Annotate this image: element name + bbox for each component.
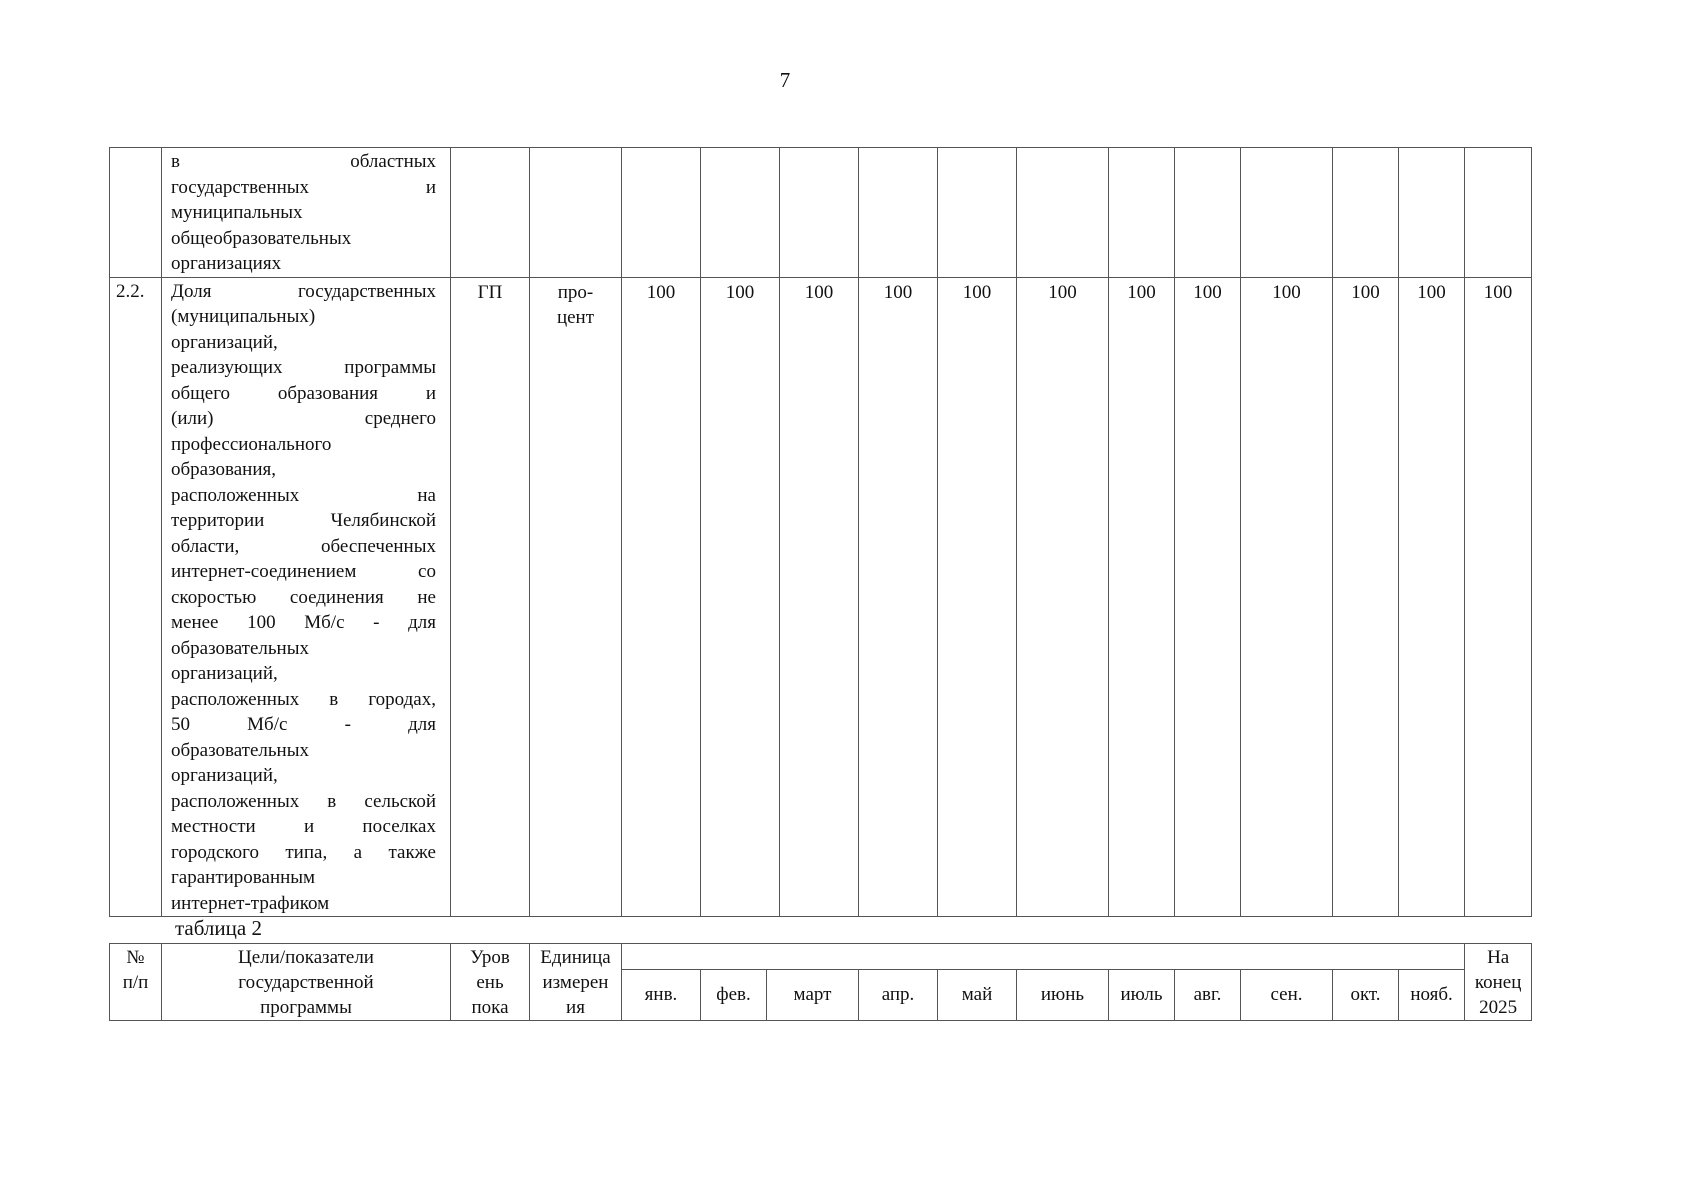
value-cell-feb: 100 [701, 277, 780, 917]
empty-cell [780, 148, 859, 278]
text-line: расположенных в сельской [171, 790, 436, 812]
header-line: пока [471, 997, 509, 1018]
value-cell-mar: 100 [780, 277, 859, 917]
header-line: конец [1474, 972, 1522, 993]
text-line: образования, [171, 459, 276, 480]
text-line: муниципальных [171, 202, 303, 223]
empty-cell [1399, 148, 1465, 278]
header-line: измерен [542, 972, 609, 993]
header-line: 2025 [1479, 997, 1518, 1018]
text-line: организаций, [171, 331, 278, 353]
header-month: авг. [1175, 969, 1241, 1020]
value-cell-jun: 100 [1017, 277, 1109, 917]
header-line: № [126, 947, 145, 968]
header-month: март [767, 969, 859, 1020]
header-line: Цели/показатели [238, 947, 374, 968]
text-line: профессионального [171, 433, 332, 455]
text-line: расположенных в городах, [171, 688, 436, 710]
header-line: Единица [540, 947, 611, 968]
header-level [451, 944, 530, 1021]
header-month: май [938, 969, 1017, 1020]
header-goals [162, 944, 451, 1021]
empty-cell [1465, 148, 1532, 278]
empty-cell [1017, 148, 1109, 278]
row-number: 2.2. [110, 277, 162, 917]
header-month: июнь [1017, 969, 1109, 1020]
text-line: Доля государственных [171, 280, 436, 302]
value-cell-aug: 100 [1175, 277, 1241, 917]
text-line: местности и поселках [171, 816, 436, 837]
empty-cell [938, 148, 1017, 278]
indicator-text-continuation [162, 148, 451, 278]
empty-cell [701, 148, 780, 278]
table-caption: таблица 2 [175, 916, 262, 940]
empty-cell [1175, 148, 1241, 278]
empty-cell [1333, 148, 1399, 278]
table-row-continuation [110, 148, 1532, 278]
header-line: Уров [470, 947, 510, 968]
text-line: области, обеспеченных [171, 535, 436, 557]
text-line: интернет-трафиком [171, 892, 330, 914]
header-month: сен. [1241, 969, 1333, 1020]
text-line: организаций, [171, 765, 278, 786]
header-unit [530, 944, 622, 1021]
text-line: гарантированным [171, 867, 316, 888]
text-line: скоростью соединения не [171, 586, 436, 608]
text-line: менее 100 Мб/с - для [171, 612, 436, 633]
header-month: нояб. [1399, 969, 1465, 1020]
header-line: На [1487, 947, 1510, 968]
empty-cell [451, 148, 530, 278]
row-number-cell [110, 148, 162, 278]
value-cell-oct: 100 [1333, 277, 1399, 917]
text-line: городского типа, а также [171, 841, 436, 863]
header-line: программы [260, 997, 352, 1018]
unit-line: про- [557, 281, 594, 303]
value-cell-end: 100 [1465, 277, 1532, 917]
text-line: образовательных [171, 637, 309, 659]
unit-line: цент [556, 307, 595, 328]
empty-cell [622, 148, 701, 278]
header-month: янв. [622, 969, 701, 1020]
table-row [110, 277, 1532, 917]
indicators-table [109, 147, 1532, 917]
text-line: территории Челябинской [171, 510, 436, 531]
text-line: расположенных на [171, 484, 436, 506]
value-cell-nov: 100 [1399, 277, 1465, 917]
indicator-text [162, 277, 451, 917]
level-cell: ГП [451, 277, 530, 917]
header-month: июль [1109, 969, 1175, 1020]
header-line: государственной [238, 972, 374, 993]
header-line: п/п [122, 972, 149, 993]
text-line: (или) среднего [171, 408, 436, 429]
text-line: в областных [171, 151, 436, 172]
header-line: ия [566, 997, 585, 1018]
table-2-header [109, 943, 1532, 1021]
text-line: общего образования и [171, 382, 436, 404]
text-line: (муниципальных) [171, 306, 316, 327]
text-line: организаций, [171, 663, 278, 684]
header-month: апр. [859, 969, 938, 1020]
value-cell-apr: 100 [859, 277, 938, 917]
empty-cell [1241, 148, 1333, 278]
value-cell-sep: 100 [1241, 277, 1333, 917]
text-line: образовательных [171, 739, 309, 761]
text-line: государственных и [171, 176, 436, 198]
text-line: реализующих программы [171, 357, 436, 378]
header-end-of-year [1465, 944, 1532, 1021]
header-line: ень [476, 972, 504, 993]
text-line: 50 Мб/с - для [171, 714, 436, 735]
value-cell-jul: 100 [1109, 277, 1175, 917]
header-month: фев. [701, 969, 767, 1020]
header-month: окт. [1333, 969, 1399, 1020]
header-number [110, 944, 162, 1021]
text-line: организациях [171, 253, 282, 274]
value-cell-jan: 100 [622, 277, 701, 917]
text-line: общеобразовательных [171, 227, 352, 249]
unit-cell [530, 277, 622, 917]
empty-cell [1109, 148, 1175, 278]
text-line: интернет-соединением со [171, 561, 436, 582]
header-months-group [622, 944, 1465, 970]
empty-cell [530, 148, 622, 278]
page-number: 7 [779, 68, 791, 92]
empty-cell [859, 148, 938, 278]
value-cell-may: 100 [938, 277, 1017, 917]
